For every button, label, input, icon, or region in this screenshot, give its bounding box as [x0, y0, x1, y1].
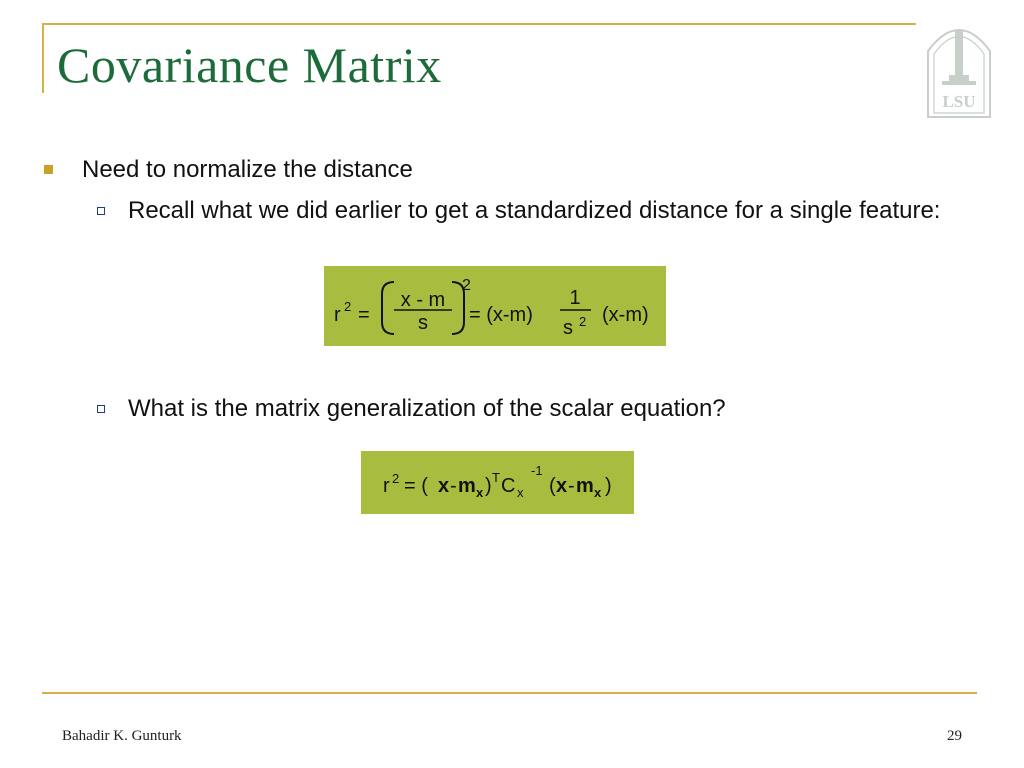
- svg-text:(: (: [549, 475, 556, 497]
- svg-text:LSU: LSU: [942, 92, 976, 111]
- svg-text:2: 2: [462, 277, 471, 294]
- svg-text:-: -: [450, 475, 457, 497]
- svg-text:x: x: [517, 485, 524, 500]
- svg-text:-: -: [568, 475, 575, 497]
- svg-text:=: =: [358, 304, 370, 326]
- svg-text:): ): [605, 475, 612, 497]
- bullet-hollow-square-icon: [97, 207, 105, 215]
- footer-rule: [42, 692, 977, 694]
- svg-text:x: x: [594, 485, 602, 500]
- svg-text:x: x: [476, 485, 484, 500]
- bullet-level2: [97, 195, 997, 265]
- equation-scalar: [324, 266, 666, 346]
- svg-text:2: 2: [392, 471, 400, 486]
- svg-text:x: x: [438, 475, 450, 497]
- svg-text:C: C: [501, 475, 516, 497]
- page-number: 29: [947, 728, 962, 744]
- svg-text:= (: = (: [404, 475, 428, 497]
- bullet-square-icon: [44, 165, 53, 174]
- bullet-text: Recall what we did earlier to get a standardized distance for a single feature:: [128, 197, 941, 224]
- bullet-level2: [97, 393, 997, 427]
- svg-text:-1: -1: [531, 463, 543, 478]
- svg-text:T: T: [492, 470, 500, 485]
- header-side-rule: [42, 23, 44, 93]
- svg-text:= (x-m): = (x-m): [469, 304, 533, 326]
- bullet-text: Need to normalize the distance: [82, 156, 413, 183]
- svg-text:2: 2: [579, 314, 587, 329]
- svg-text:): ): [485, 475, 492, 497]
- svg-text:s: s: [563, 317, 573, 339]
- svg-text:x: x: [556, 475, 568, 497]
- footer-author: Bahadir K. Gunturk: [62, 728, 182, 744]
- header-rule: [42, 23, 916, 25]
- bullet-text: What is the matrix generalization of the scalar equation?: [128, 395, 726, 422]
- bullet-hollow-square-icon: [97, 405, 105, 413]
- svg-text:2: 2: [344, 299, 352, 314]
- svg-text:x - m: x - m: [400, 289, 446, 311]
- svg-text:m: m: [458, 475, 476, 497]
- svg-text:r: r: [334, 304, 341, 326]
- svg-text:s: s: [418, 312, 428, 334]
- svg-text:(x-m): (x-m): [602, 304, 649, 326]
- equation-matrix: [361, 451, 634, 514]
- svg-text:r: r: [383, 475, 390, 497]
- svg-text:1: 1: [569, 287, 581, 309]
- lsu-logo: [922, 17, 996, 121]
- svg-text:m: m: [576, 475, 594, 497]
- slide-title: Covariance Matrix: [57, 37, 442, 93]
